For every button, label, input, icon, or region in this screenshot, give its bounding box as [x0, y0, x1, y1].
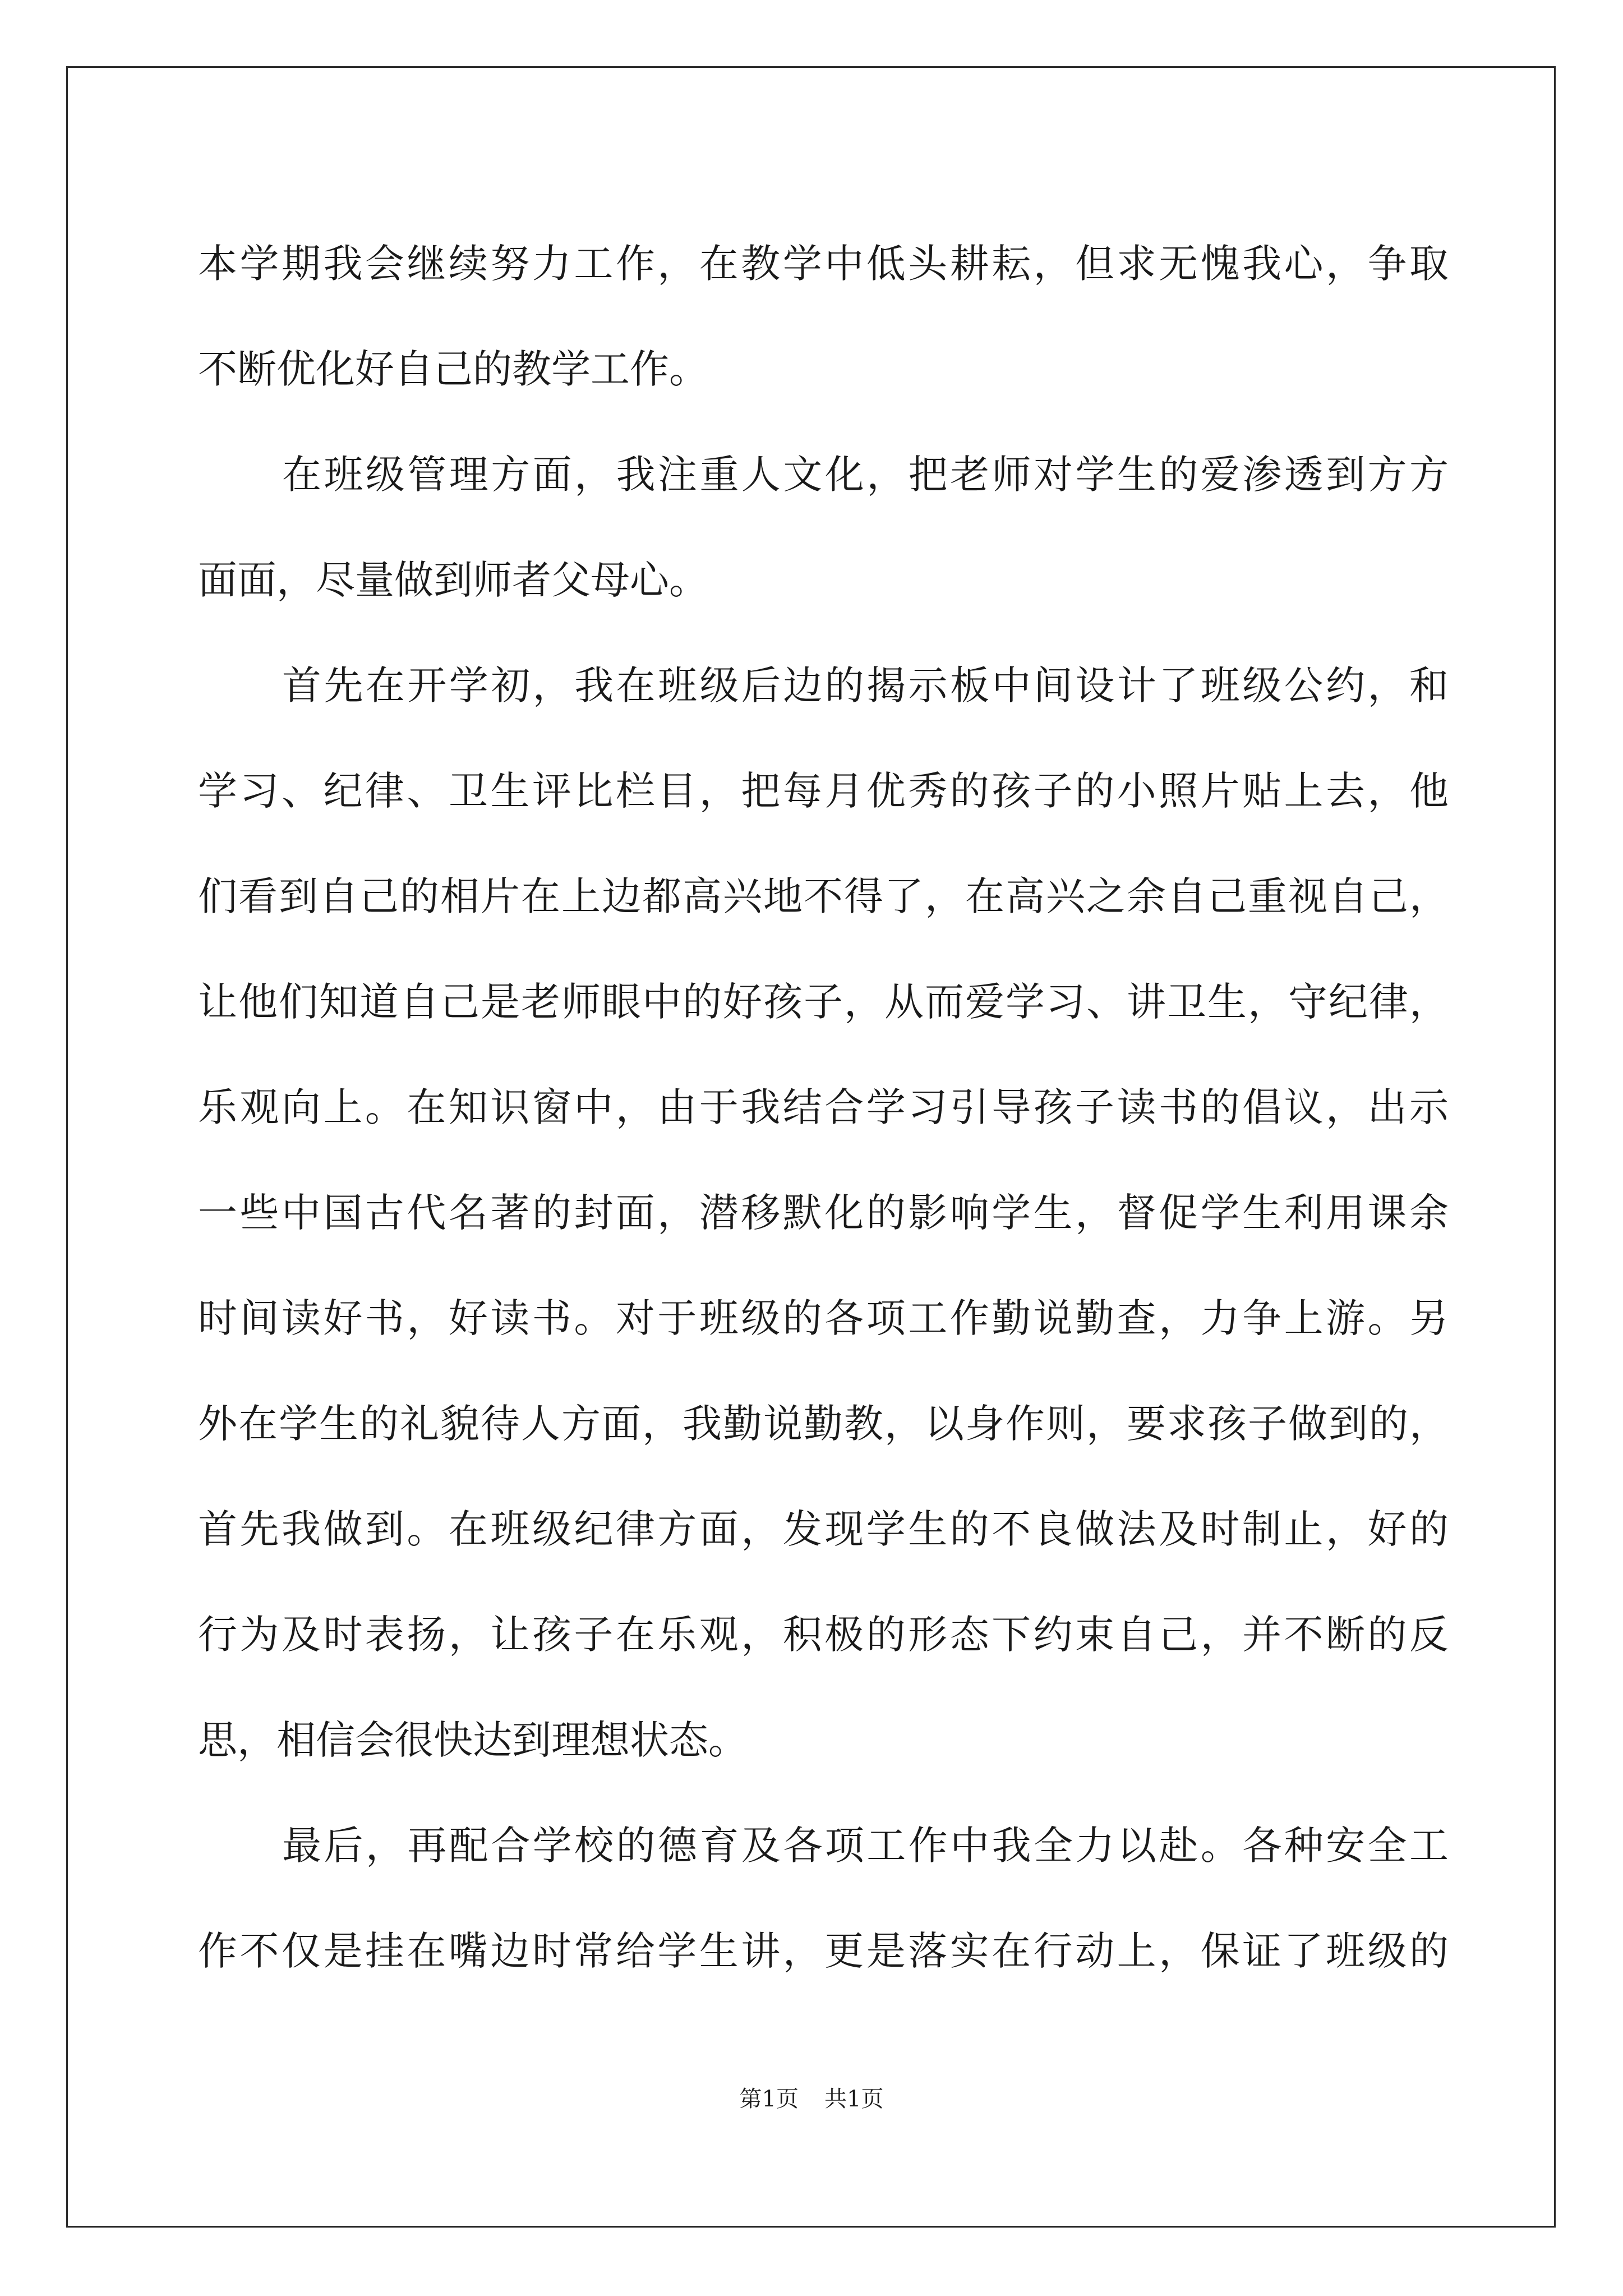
- text-line: 思，相信会很快达到理想状态。: [198, 1717, 748, 1763]
- text-line: 们看到自己的相片在上边都高兴地不得了，在高兴之余自己重视自己，: [198, 873, 1449, 919]
- text-line: 面面，尽量做到师者父母心。: [198, 557, 708, 603]
- text-line: 让他们知道自己是老师眼中的好孩子，从而爱学习、讲卫生，守纪律，: [198, 979, 1449, 1025]
- text-line: 最后，再配合学校的德育及各项工作中我全力以赴。各种安全工: [282, 1823, 1449, 1869]
- text-line: 一些中国古代名著的封面，潜移默化的影响学生，督促学生利用课余: [198, 1190, 1449, 1236]
- document-body: [198, 211, 1449, 2004]
- text-line: 首先我做到。在班级纪律方面，发现学生的不良做法及时制止，好的: [198, 1506, 1449, 1552]
- text-line: 在班级管理方面，我注重人文化，把老师对学生的爱渗透到方方: [282, 452, 1449, 498]
- text-line: 乐观向上。在知识窗中，由于我结合学习引导孩子读书的倡议，出示: [198, 1084, 1449, 1130]
- text-line: 不断优化好自己的教学工作。: [198, 346, 708, 392]
- page-number: 第1页: [739, 2086, 799, 2112]
- text-line: 行为及时表扬，让孩子在乐观，积极的形态下约束自己，并不断的反: [198, 1612, 1449, 1658]
- page-footer: [0, 2081, 1623, 2113]
- text-line: 外在学生的礼貌待人方面，我勤说勤教，以身作则，要求孩子做到的，: [198, 1401, 1449, 1447]
- text-line: 作不仅是挂在嘴边时常给学生讲，更是落实在行动上，保证了班级的: [198, 1928, 1449, 1974]
- text-line: 首先在开学初，我在班级后边的揭示板中间设计了班级公约，和: [282, 662, 1449, 708]
- text-line: 本学期我会继续努力工作，在教学中低头耕耘，但求无愧我心，争取: [198, 241, 1449, 287]
- text-line: 学习、纪律、卫生评比栏目，把每月优秀的孩子的小照片贴上去，他: [198, 768, 1449, 814]
- text-line: 时间读好书，好读书。对于班级的各项工作勤说勤查，力争上游。另: [198, 1295, 1449, 1341]
- page-total: 共1页: [824, 2086, 884, 2112]
